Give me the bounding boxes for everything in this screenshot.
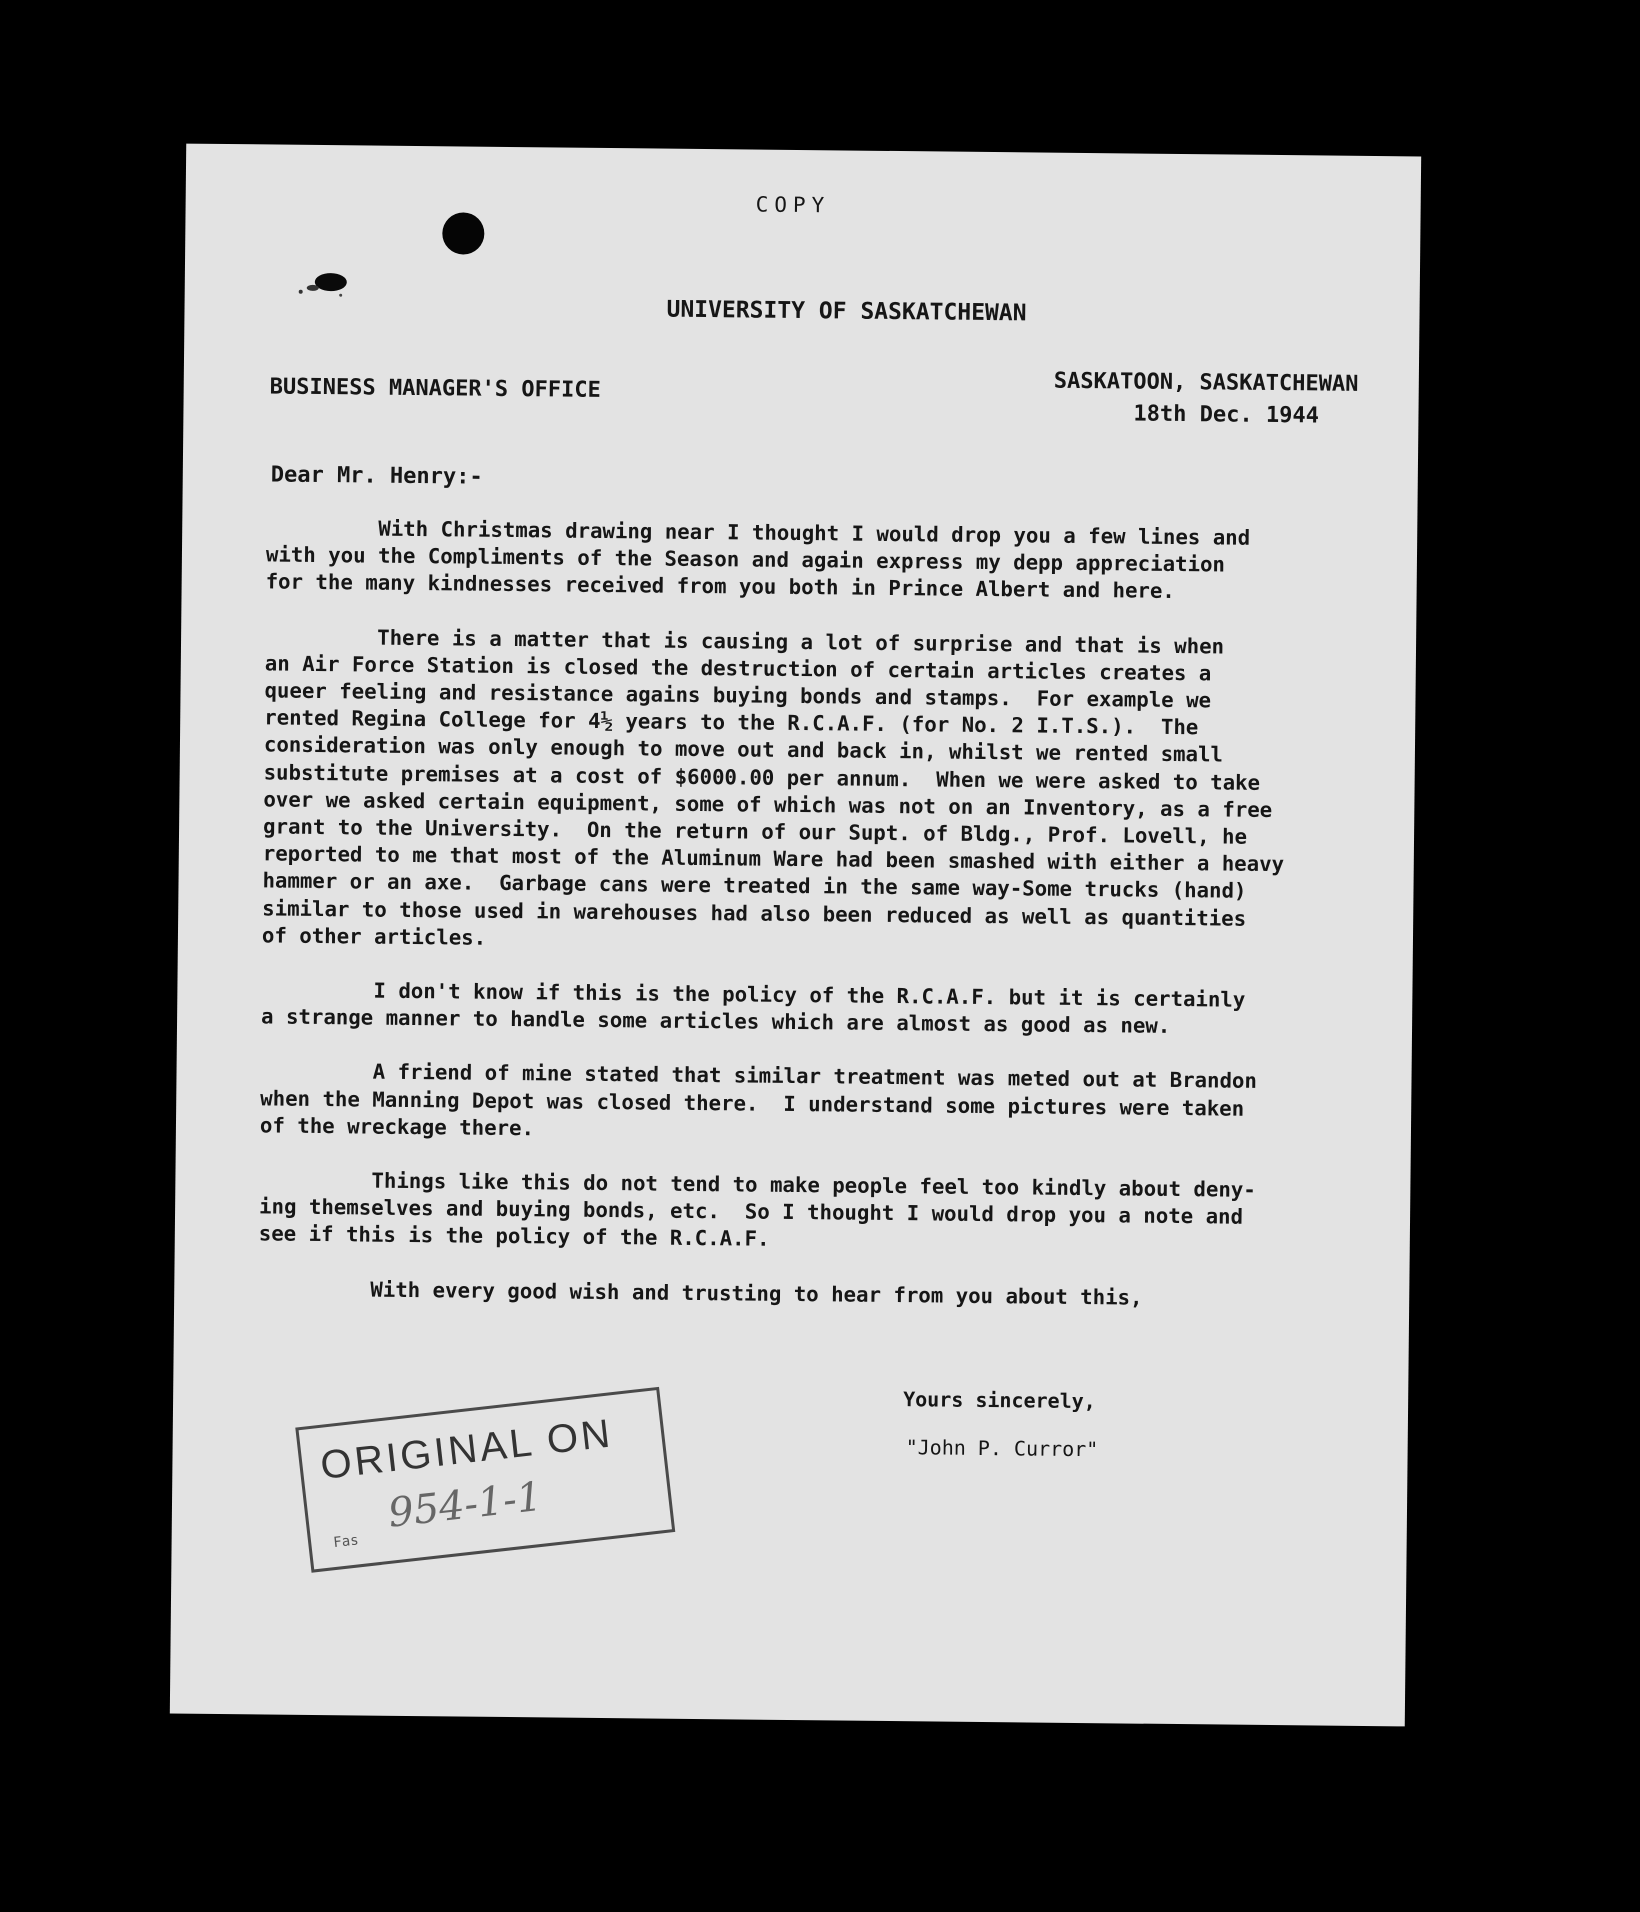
punch-hole <box>442 212 484 254</box>
letter-body <box>258 514 1386 1341</box>
letter-page <box>170 144 1421 1727</box>
paragraph-matter: There is a matter that is causing a lot of surprise and that is when an Air Force Station is closed the destruction of certain articles creates a queer feeling and resistance agains buying bonds and stamps. For example we rented Regina College for 4½ years to the R.C.A.F. (for No. 2 I.T.S.). The consideration was only enough to move out and back in, whilst we rented small substitute premises at a cost of $6000.00 per annum. When we were asked to take over we asked certain equipment, some of which was not on an Inventory, as a free grant to the University. On the return of our Supt. of Bldg., Prof. Lovell, he reported to me that most of the Aluminum Ware had been smashed with either a heavy hammer or an axe. Garbage cans were treated in the same way-Some trucks (hand) similar to those used in warehouses had also been reduced as well as quantities of other articles. <box>261 624 1285 950</box>
copy-mark: COPY <box>755 192 831 218</box>
original-on-stamp <box>295 1387 675 1573</box>
paragraph-bonds: Things like this do not tend to make people feel too kindly about deny- ing themselves and buying bonds, etc. So I thought I would drop you a note and see if this is the policy of the R.C.A.F. <box>258 1167 1256 1252</box>
stamp-text: ORIGINAL ON <box>318 1411 616 1488</box>
salutation: Dear Mr. Henry:- <box>270 462 483 490</box>
ink-blot <box>293 270 353 299</box>
office-name: BUSINESS MANAGER'S OFFICE <box>269 374 601 403</box>
paragraph-brandon: A friend of mine stated that similar treatment was meted out at Brandon when the Manning Depot was closed there. I understand some pictures were taken of the wreckage there. <box>259 1058 1258 1141</box>
letterhead: UNIVERSITY OF SASKATCHEWAN <box>666 296 1027 327</box>
paragraph-wishes: With every good wish and trusting to hear from you about this, <box>258 1276 1143 1310</box>
closing: Yours sincerely, <box>903 1387 1096 1414</box>
stamp-initials: Fas <box>332 1532 360 1552</box>
paragraph-policy: I don't know if this is the policy of the R.C.A.F. but it is certainly a strange manner to handle some articles which are almost as good as new. <box>260 977 1246 1039</box>
paragraph-greeting: With Christmas drawing near I thought I would drop you a few lines and with you the Compliments of the Season and again express my depp appreciation for the many kindnesses received from you both in Prince Albert and here. <box>265 515 1251 604</box>
place-line: SASKATOON, SASKATCHEWAN <box>1053 368 1359 397</box>
stamp-file-number: 954-1-1 <box>385 1473 545 1537</box>
letter-date: 18th Dec. 1944 <box>1133 401 1320 429</box>
signature: "John P. Curror" <box>905 1435 1099 1462</box>
